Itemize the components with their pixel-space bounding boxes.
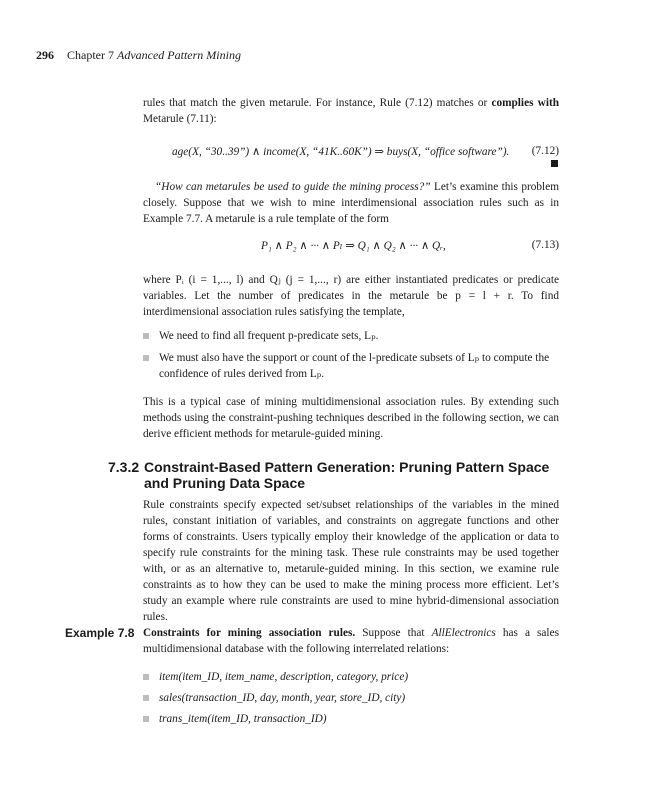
relation-text: sales(transaction_ID, day, month, year, store_ID, city) — [159, 692, 406, 704]
bullet-text: We need to find all frequent p-predicate sets, Lₚ. — [159, 330, 379, 342]
equation-7-12-formula: age(X, “30..39”) ∧ income(X, “41K..60K”) ⇒ buys(X, “office software”). — [172, 146, 510, 158]
chapter-label: Chapter 7 — [67, 48, 114, 62]
relation-item — [143, 690, 559, 706]
paragraph-rule-constraints — [143, 497, 559, 625]
example-label: Example 7.8 — [65, 626, 135, 640]
relation-text: item(item_ID, item_name, description, category, price) — [159, 671, 409, 683]
running-header — [36, 48, 241, 63]
company-name: AllElectronics — [431, 627, 496, 639]
relation-item — [143, 711, 559, 727]
paragraph-predicates — [143, 272, 559, 320]
para2-question: “How can metarules be used to guide the mining process?” — [155, 181, 431, 193]
bullet-icon — [143, 333, 149, 339]
equation-7-13-formula: P₁ ∧ P₂ ∧ ··· ∧ Pₗ ⇒ Q₁ ∧ Q₂ ∧ ··· ∧ Qᵣ, — [261, 240, 446, 252]
para1-bold-term: complies with — [491, 97, 559, 109]
bullet-icon — [143, 674, 149, 680]
equation-7-12-number: (7.12) — [531, 145, 559, 157]
example-paragraph — [143, 625, 559, 657]
para4-text: This is a typical case of mining multidimensional association rules. By extending such methods using the constraint-pushing techniques described in the following section, we can derive efficient methods for metarule-guided mining. — [143, 396, 559, 440]
equation-7-13-number: (7.13) — [531, 239, 559, 251]
bullet-icon — [143, 716, 149, 722]
para1-text-end: Metarule (7.11): — [143, 113, 217, 125]
paragraph-metarule-question — [143, 179, 559, 227]
relation-item — [143, 669, 559, 685]
example-bold-title: Constraints for mining association rules. — [143, 627, 356, 639]
para2-text: Let’s examine this problem closely. Suppose that we wish to mine interdimensional association rules such as in Example 7.7. A metarule is a rule template of the form — [143, 181, 559, 225]
para1-text-start: rules that match the given metarule. For instance, Rule (7.12) matches or — [143, 97, 492, 109]
bullet-icon — [143, 355, 149, 361]
chapter-title: Advanced Pattern Mining — [117, 48, 241, 62]
section-number: 7.3.2 — [108, 459, 140, 475]
paragraph-typical-case — [143, 394, 559, 442]
para5-text: Rule constraints specify expected set/subset relationships of the variables in the mined rules, constant initiation of variables, and constraints on aggregate functions and other forms of constraints. Users typically employ their knowledge of the application or data to specify rule constraints for the mining task. These rule constraints may be used together with, or as an alternative to, metarule-guided mining. In this section, we examine rule constraints as to how they can be used to make the mining process more efficient. Let’s study an example where rule constraints are used to mine hybrid-dimensional association rules. — [143, 499, 559, 623]
end-of-example-square-icon — [551, 160, 558, 167]
example-text-a: Suppose that — [355, 627, 432, 639]
example-text-b: has a sales multidimensional database with the following interrelated relations: — [143, 627, 559, 655]
relation-text: trans_item(item_ID, transaction_ID) — [159, 713, 327, 725]
equation-7-12 — [143, 145, 559, 161]
para3-text: where Pᵢ (i = 1,..., l) and Qⱼ (j = 1,..., r) are either instantiated predicates or predicate variables. Let the number of predicates in the metarule be p = l + r. To find interdimensional association rules satisfying the template, — [143, 274, 559, 318]
section-title: Constraint-Based Pattern Generation: Pruning Pattern Space and Pruning Data Space — [144, 459, 550, 491]
bullet-item — [143, 328, 559, 344]
bullet-text: We must also have the support or count of the l-predicate subsets of Lₚ to compute the confidence of rules derived from Lₚ. — [159, 352, 550, 380]
bullet-item — [143, 350, 559, 382]
paragraph-rule-match — [143, 95, 559, 127]
bullet-icon — [143, 695, 149, 701]
page-number: 296 — [36, 48, 54, 62]
equation-7-13 — [143, 239, 559, 255]
